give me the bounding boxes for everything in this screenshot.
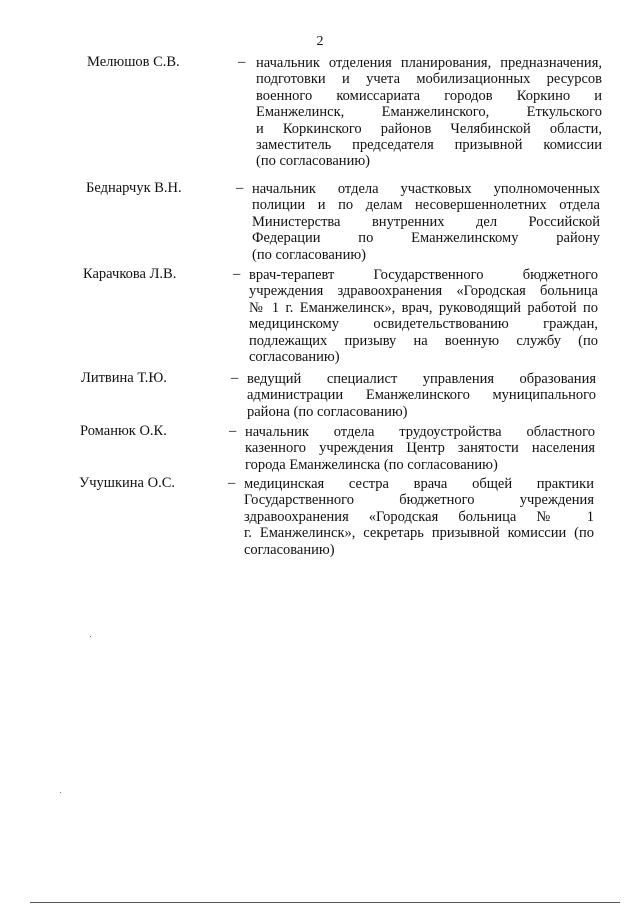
description-line: здравоохранения «Городская больница № 1 xyxy=(244,508,594,525)
member-description xyxy=(249,267,598,365)
dash: – xyxy=(231,370,239,386)
description-line: подготовки и учета мобилизационных ресурсов xyxy=(256,71,602,88)
description-line: Государственного бюджетного учреждения xyxy=(244,492,594,509)
description-line: г. Еманжелинск», секретарь призывной комиссии (по xyxy=(244,525,594,542)
page-edge-line xyxy=(30,902,620,903)
scan-speck xyxy=(90,636,91,637)
scan-speck xyxy=(60,792,61,793)
member-description xyxy=(244,476,594,558)
member-name: Учушкина О.С. xyxy=(79,475,175,491)
description-line: согласованию) xyxy=(244,541,335,558)
member-description xyxy=(256,55,602,170)
description-line: начальник отдела участковых уполномоченных xyxy=(252,181,600,197)
description-line: Федерации по Еманжелинскому району xyxy=(252,230,600,247)
description-line: согласованию) xyxy=(249,349,340,366)
page-number: 2 xyxy=(316,34,324,49)
dash: – xyxy=(229,423,237,439)
dash: – xyxy=(236,180,244,196)
member-name: Литвина Т.Ю. xyxy=(81,370,167,386)
description-line: медицинская сестра врача общей практики xyxy=(244,476,594,492)
member-name: Беднарчук В.Н. xyxy=(86,180,182,196)
dash: – xyxy=(228,475,236,491)
description-line: (по согласованию) xyxy=(256,153,370,170)
description-line: заместитель председателя призывной комиссии xyxy=(256,137,602,154)
description-line: и Коркинского районов Челябинской области, xyxy=(256,120,602,137)
description-line: № 1 г. Еманжелинск», врач, руководящий работой по xyxy=(249,299,598,316)
description-line: полиции и по делам несовершеннолетних отдела xyxy=(252,197,600,214)
description-line: военного комиссариата городов Коркино и xyxy=(256,87,602,104)
description-line: начальник отделения планирования, предназначения, xyxy=(256,55,602,71)
member-name: Мелюшов С.В. xyxy=(87,54,180,70)
description-line: учреждения здравоохранения «Городская больница xyxy=(249,283,598,300)
description-line: (по согласованию) xyxy=(252,246,366,263)
description-line: начальник отдела трудоустройства областного xyxy=(245,424,595,440)
description-line: казенного учреждения Центр занятости населения xyxy=(245,440,595,457)
description-line: района (по согласованию) xyxy=(247,403,408,420)
member-name: Карачкова Л.В. xyxy=(83,266,177,282)
description-line: города Еманжелинска (по согласованию) xyxy=(245,456,498,473)
member-name: Романюк О.К. xyxy=(80,423,167,439)
dash: – xyxy=(238,54,246,70)
description-line: медицинскому освидетельствованию граждан, xyxy=(249,316,598,333)
description-line: Еманжелинск, Еманжелинского, Еткульского xyxy=(256,104,602,121)
description-line: ведущий специалист управления образования xyxy=(247,371,596,387)
member-description xyxy=(252,181,600,263)
dash: – xyxy=(233,266,241,282)
description-line: администрации Еманжелинского муниципального xyxy=(247,387,596,404)
member-description xyxy=(247,371,596,420)
description-line: врач-терапевт Государственного бюджетного xyxy=(249,267,598,283)
description-line: подлежащих призыву на военную службу (по xyxy=(249,332,598,349)
description-line: Министерства внутренних дел Российской xyxy=(252,213,600,230)
member-description xyxy=(245,424,595,473)
